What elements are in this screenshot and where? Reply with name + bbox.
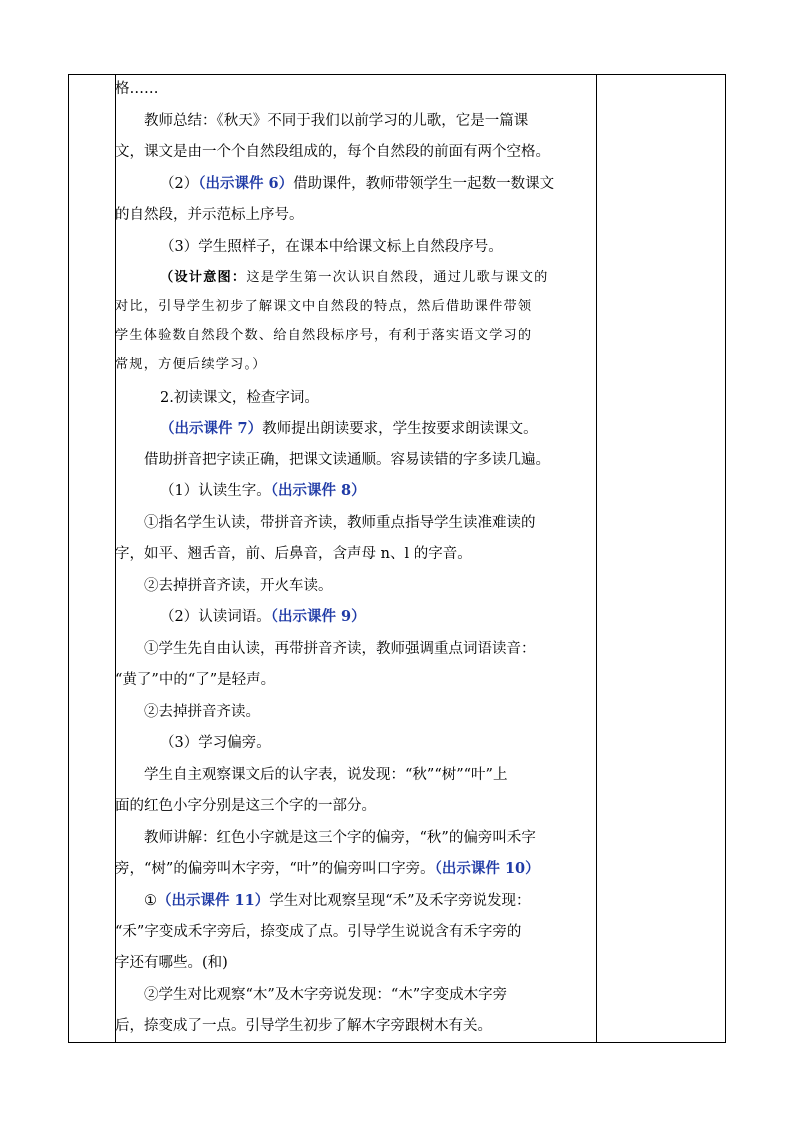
courseware-reference: （出示课件 10）: [434, 860, 540, 877]
text-segment: ①: [144, 893, 157, 909]
text-segment: 借助课件，教师带领学生一起数一数课文: [293, 176, 555, 192]
design-intent-line: [115, 355, 267, 375]
design-intent-line: [115, 326, 532, 346]
text-line: [144, 513, 536, 533]
text-segment: （3）学生照样子，在课本中给课文标上自然段序号。: [160, 239, 503, 255]
lesson-table: [68, 74, 726, 1043]
text-segment: “禾”字变成禾字旁后，捺变成了点。引导学生说说含有禾字旁的: [115, 924, 522, 940]
text-line: [115, 79, 159, 99]
text-segment: 字还有哪些。(和): [115, 955, 228, 971]
text-line: [144, 576, 333, 596]
text-segment: ②去掉拼音齐读。: [144, 704, 260, 720]
design-intent-line: [115, 297, 532, 317]
courseware-reference: （出示课件 8）: [270, 482, 366, 499]
text-line: [115, 953, 228, 973]
text-line: [144, 639, 536, 659]
design-intent-label: （设计意图：: [160, 270, 247, 285]
text-line: [144, 828, 536, 848]
text-line: [160, 607, 366, 627]
text-segment: 对比，引导学生初步了解课文中自然段的特点，然后借助课件带领: [115, 299, 533, 314]
text-segment: ②学生对比观察“木”及木字旁说发现：“木”字变成木字旁: [144, 987, 508, 1003]
courseware-reference: （出示课件 9）: [270, 608, 366, 625]
text-segment: 常规，方便后续学习。）: [115, 357, 267, 372]
text-line: [144, 702, 260, 722]
text-line: [144, 111, 528, 131]
text-segment: 的自然段，并示范标上序号。: [115, 207, 304, 223]
text-line: [115, 205, 304, 225]
text-line: [115, 670, 275, 690]
design-intent-line: [160, 268, 548, 288]
text-segment: 学生体验数自然段个数、给自然段标序号，有利于落实语文学习的: [115, 328, 533, 343]
text-segment: ①学生先自由认读，再带拼音齐读，教师强调重点词语读音：: [144, 641, 536, 657]
text-segment: （2）认读词语。: [160, 609, 271, 625]
text-line: [144, 450, 550, 470]
courseware-reference: （出示课件 7）: [160, 420, 263, 437]
text-segment: 面的红色小字分别是这三个字的一部分。: [115, 798, 376, 814]
text-segment: （2）: [160, 176, 199, 192]
text-segment: 后，捺变成了一点。引导学生初步了解木字旁跟树木有关。: [115, 1018, 492, 1034]
text-line: [115, 796, 376, 816]
text-segment: 2.初读课文，检查字词。: [160, 390, 319, 406]
text-line: [160, 481, 366, 501]
text-line: [160, 174, 554, 194]
text-segment: 教师提出朗读要求，学生按要求朗读课文。: [262, 421, 538, 437]
text-line: [160, 388, 319, 408]
column-divider-right: [596, 75, 597, 1042]
text-line: [144, 985, 507, 1005]
text-line: [160, 237, 503, 257]
text-line: [144, 891, 531, 911]
text-line: [160, 733, 271, 753]
text-segment: 字，如平、翘舌音，前、后鼻音，含声母 n、l 的字音。: [115, 546, 472, 562]
courseware-reference: （出示课件 6）: [198, 175, 294, 192]
text-segment: 这是学生第一次认识自然段，通过儿歌与课文的: [246, 270, 549, 285]
text-segment: ②去掉拼音齐读，开火车读。: [144, 578, 333, 594]
text-segment: 教师讲解：红色小字就是这三个字的偏旁，“秋”的偏旁叫禾字: [144, 830, 536, 846]
text-line: [160, 419, 538, 439]
text-line: [115, 859, 540, 879]
text-segment: 格……: [115, 81, 159, 97]
text-segment: （1）认读生字。: [160, 483, 271, 499]
text-segment: 借助拼音把字读正确，把课文读通顺。容易读错的字多读几遍。: [144, 452, 550, 468]
text-segment: 学生对比观察呈现“禾”及禾字旁说发现：: [269, 893, 531, 909]
text-segment: “黄了”中的“了”是轻声。: [115, 672, 276, 688]
text-segment: 学生自主观察课文后的认字表，说发现：“秋”“树”“叶”上: [144, 767, 508, 783]
text-line: [115, 1016, 492, 1036]
text-line: [115, 922, 521, 942]
text-line: [144, 765, 507, 785]
text-segment: 文，课文是由一个个自然段组成的，每个自然段的前面有两个空格。: [115, 144, 550, 160]
courseware-reference: （出示课件 11）: [157, 892, 270, 909]
text-line: [115, 544, 472, 564]
text-line: [115, 142, 550, 162]
text-segment: 旁，“树”的偏旁叫木字旁，“叶”的偏旁叫口字旁。: [115, 861, 435, 877]
text-segment: ①指名学生认读，带拼音齐读，教师重点指导学生读准难读的: [144, 515, 536, 531]
text-segment: 教师总结：《秋天》不同于我们以前学习的儿歌，它是一篇课: [144, 113, 529, 129]
text-segment: （3）学习偏旁。: [160, 735, 271, 751]
